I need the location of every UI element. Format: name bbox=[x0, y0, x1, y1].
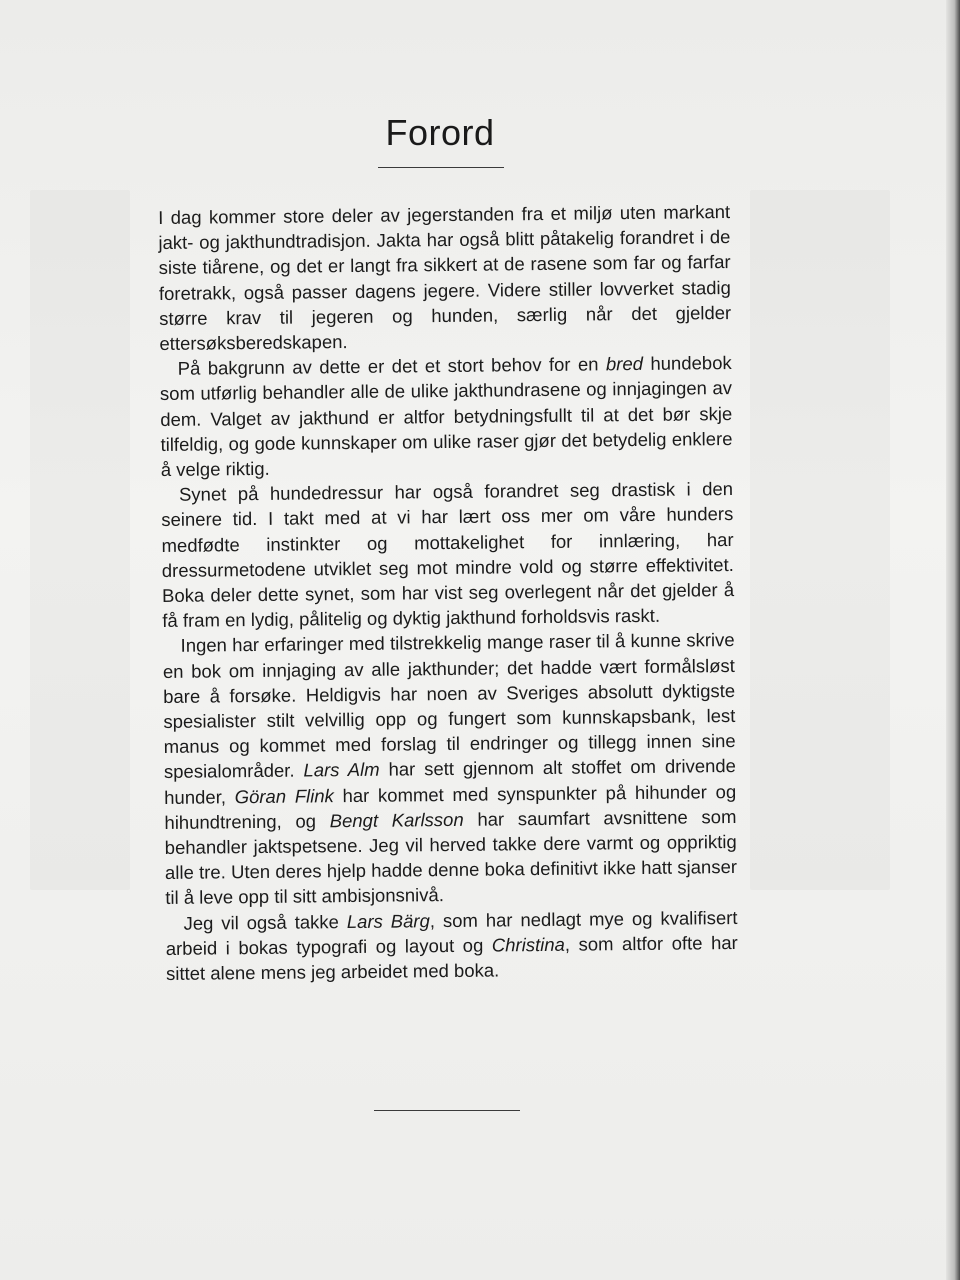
text-segment: Synet på hundedressur har også forandret seg drastisk i den seinere tid. I takt med at vi har lært oss mer om våre hunders medfødte instinkter og mottakelighet for innlæring, har dressurmetodene utviklet seg mot mindre vold og større effektivitet. Boka deler dette synet, som har vist seg overlegent når det gjelder å få fram en lydig, pålitelig og dyktig jakthund forholdsvis raskt. bbox=[161, 478, 735, 632]
book-edge bbox=[946, 0, 960, 1280]
page-title: Forord bbox=[385, 112, 495, 153]
italic-name: Christina bbox=[491, 933, 565, 956]
text-segment: , som altfor ofte har sittet alene mens jeg arbeidet med boka. bbox=[165, 931, 738, 985]
show-through-shadow-left bbox=[30, 190, 130, 890]
show-through-shadow-right bbox=[750, 190, 890, 890]
text-segment: , som har nedlagt mye og kvalifisert arbeid i bokas typografi og layout og bbox=[165, 906, 738, 959]
text-segment: hundebok som utførlig behandler alle de ulike jakthundrasene og innjagingen av dem. Valget av jakthund er altfor betydningsfullt til at det bør skje tilfeldig, og gode kunnskaper om ulike raser gjør det betydelig enklere å velge riktig. bbox=[159, 352, 733, 481]
italic-name: Lars Bärg bbox=[346, 909, 430, 932]
italic-name: Göran Flink bbox=[234, 784, 334, 807]
end-rule bbox=[374, 1110, 520, 1111]
text-segment: har sett gjennom alt stoffet om drivende hunder, bbox=[164, 755, 737, 808]
italic-name: Lars Alm bbox=[303, 759, 380, 781]
text-segment: På bakgrunn av dette er det et stort behov for en bbox=[177, 353, 607, 380]
italic-name: bred bbox=[605, 353, 644, 375]
italic-name: Bengt Karlsson bbox=[329, 808, 464, 832]
paragraph bbox=[158, 199, 732, 356]
title-underline bbox=[378, 167, 504, 168]
text-segment: I dag kommer store deler av jegerstanden fra et miljø uten markant jakt- og jakthundtradisjon. Jakta har også blitt påtakelig forandret i de siste tiårene, og det er langt fra sikkert at de rasene som far og farfar foretrakk, også passer dagens jegere. Videre stiller lovverket stadig større krav til jegeren og hunden, særlig når det gjelder ettersøksberedskapen. bbox=[158, 201, 732, 355]
paragraph bbox=[162, 627, 737, 910]
paragraph bbox=[161, 476, 735, 633]
paragraph bbox=[160, 350, 733, 482]
text-segment: har kommet med synspunkter på hihunder og hihundtrening, og bbox=[164, 780, 737, 833]
text-segment: Ingen har erfaringer med tilstrekkelig mange raser til å kunne skrive en bok om innjaging av alle jakthunder; det hadde vært formålsløst bare å forsøke. Heldigvis har noen av Sveriges absolutt dyktigste spesialister stilt velvillig opp og fungert som kunnskapsbank, lest manus og kommet med forslag til endringer og tillegg innen sine spesialområder. bbox=[162, 629, 736, 783]
text-segment: Jeg vil også takke bbox=[183, 910, 347, 934]
foreword-body bbox=[158, 199, 738, 986]
paragraph bbox=[165, 905, 738, 987]
text-segment: har saumfart avsnittene som behandler jaktspetsene. Jeg vil herved takke dere varmt og oppriktig alle tre. Uten deres hjelp hadde denne boka definitivt ikke hatt sjanser til å leve opp til sitt ambisjonsnivå. bbox=[164, 805, 738, 909]
